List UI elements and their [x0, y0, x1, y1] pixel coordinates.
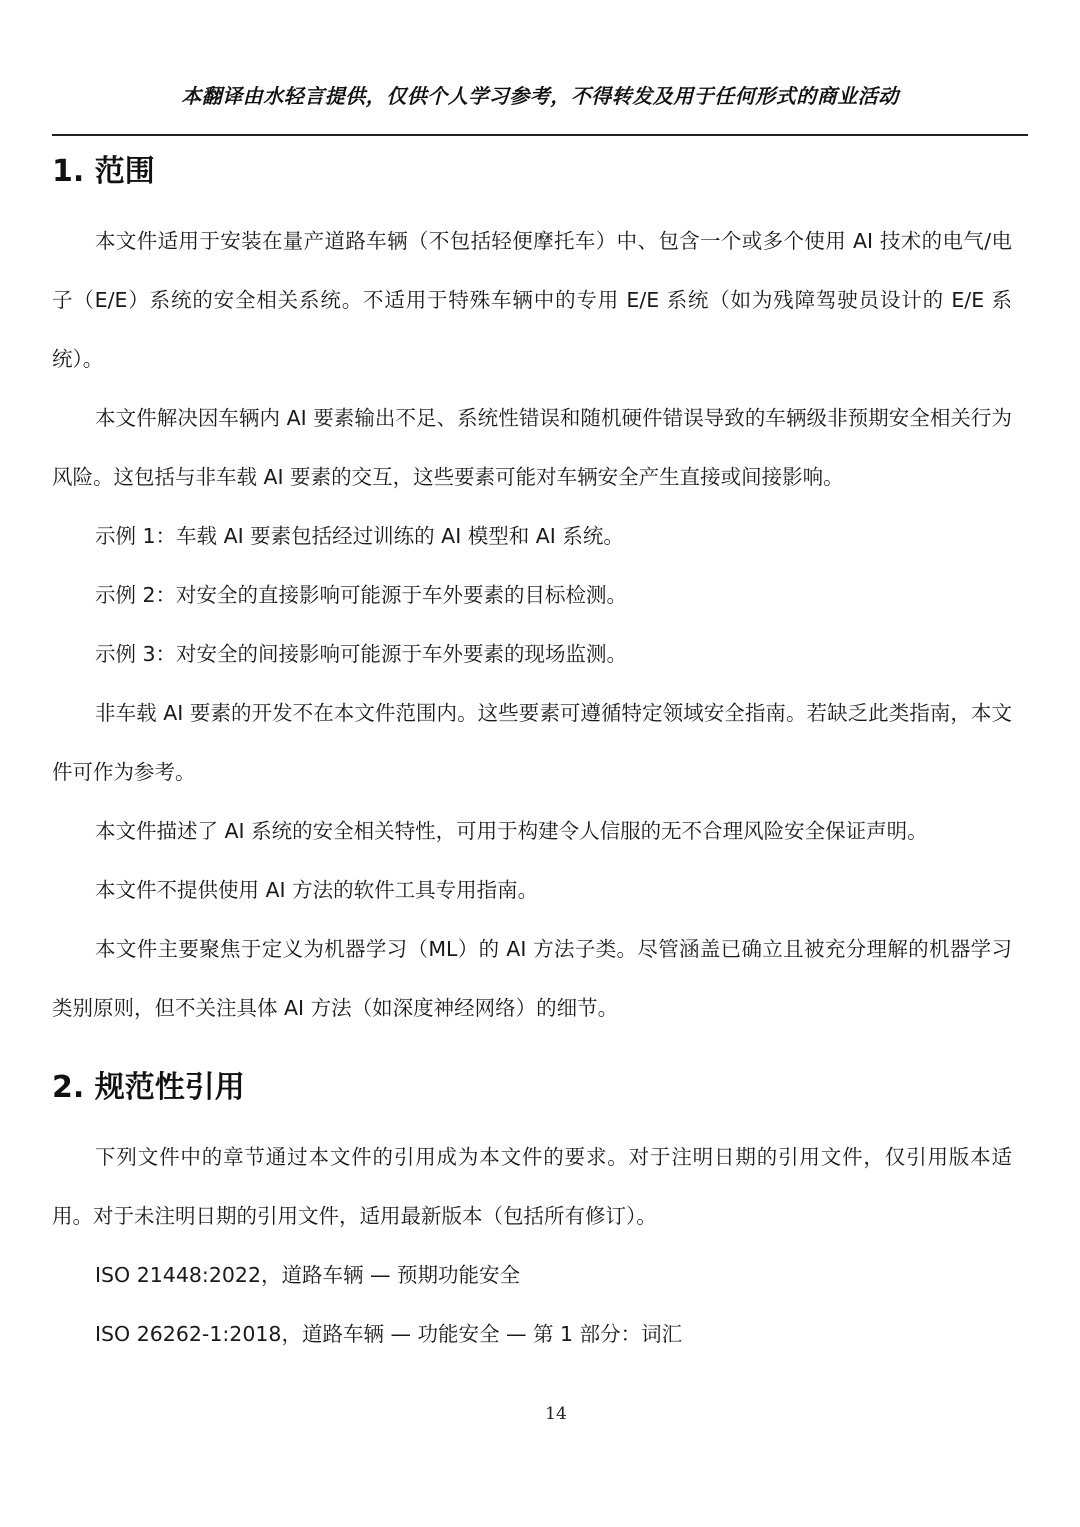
scope-paragraph-tools: 本文件不提供使用 AI 方法的软件工具专用指南。	[95, 878, 539, 902]
reference-iso-21448: ISO 21448:2022，道路车辆 — 预期功能安全	[95, 1263, 521, 1287]
scope-paragraph-offboard: 非车载 AI 要素的开发不在本文件范围内。这些要素可遵循特定领域安全指南。若缺乏此类指南，本文件可作为参考。	[52, 701, 1012, 784]
scope-paragraph-risk: 本文件解决因车辆内 AI 要素输出不足、系统性错误和随机硬件错误导致的车辆级非预期安全相关行为风险。这包括与非车载 AI 要素的交互，这些要素可能对车辆安全产生直接或间接影响。	[52, 406, 1012, 489]
reference-iso-26262-1: ISO 26262-1:2018，道路车辆 — 功能安全 — 第 1 部分：词汇	[95, 1322, 683, 1346]
scope-paragraph-ml-focus: 本文件主要聚焦于定义为机器学习（ML）的 AI 方法子类。尽管涵盖已确立且被充分理解的机器学习类别原则，但不关注具体 AI 方法（如深度神经网络）的细节。	[52, 937, 1012, 1020]
references-intro-paragraph: 下列文件中的章节通过本文件的引用成为本文件的要求。对于注明日期的引用文件，仅引用版本适用。对于未注明日期的引用文件，适用最新版本（包括所有修订）。	[52, 1145, 1012, 1228]
section-heading-scope: 1. 范围	[52, 154, 155, 189]
page-number: 14	[545, 1404, 567, 1424]
scope-paragraph-applicability: 本文件适用于安装在量产道路车辆（不包括轻便摩托车）中、包含一个或多个使用 AI 技术的电气/电子（E/E）系统的安全相关系统。不适用于特殊车辆中的专用 E/E 系统（如为残障驾驶员设计的 E/E 系统）。	[52, 229, 1012, 371]
scope-example-1: 示例 1：车载 AI 要素包括经过训练的 AI 模型和 AI 系统。	[95, 524, 624, 548]
scope-example-3: 示例 3：对安全的间接影响可能源于车外要素的现场监测。	[95, 642, 628, 666]
section-heading-normative-references: 2. 规范性引用	[52, 1070, 245, 1105]
header-divider	[52, 134, 1028, 136]
scope-paragraph-properties: 本文件描述了 AI 系统的安全相关特性，可用于构建令人信服的无不合理风险安全保证声明。	[95, 819, 928, 843]
header-note: 本翻译由水轻言提供，仅供个人学习参考，不得转发及用于任何形式的商业活动	[181, 84, 899, 108]
scope-example-2: 示例 2：对安全的直接影响可能源于车外要素的目标检测。	[95, 583, 628, 607]
